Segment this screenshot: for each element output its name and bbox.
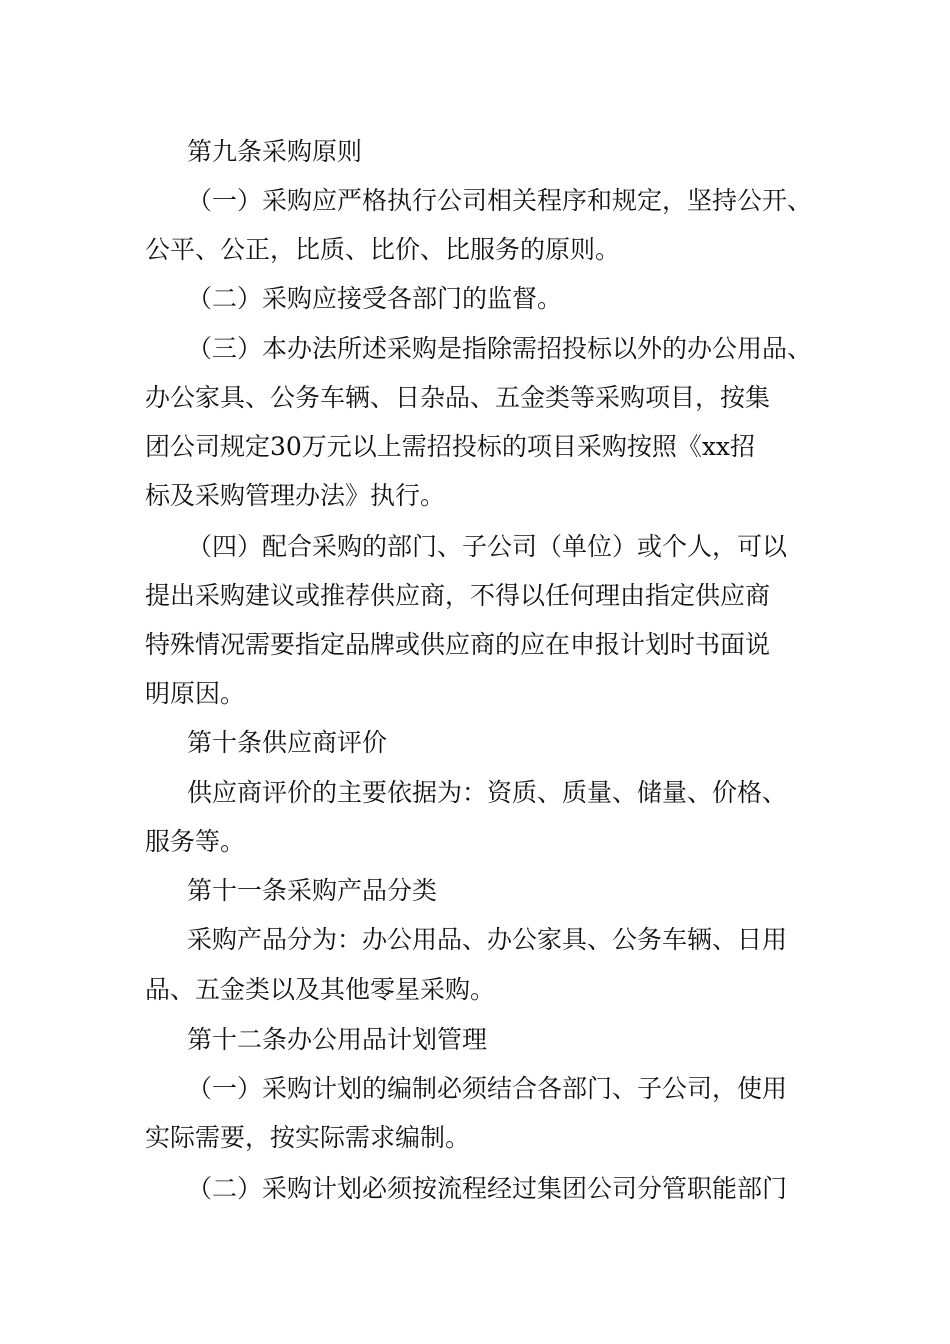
paragraph-line: 采购产品分为：办公用品、办公家具、公务车辆、日用: [187, 925, 788, 954]
paragraph-line: 品、五金类以及其他零星采购。: [145, 975, 496, 1004]
paragraph-line: 提出采购建议或推荐供应商，不得以任何理由指定供应商: [145, 581, 771, 610]
paragraph-line: 公平、公正，比质、比价、比服务的原则。: [145, 235, 621, 264]
article-10-heading: 第十条供应商评价: [187, 728, 388, 757]
paragraph-line: 明原因。: [145, 679, 246, 708]
paragraph-line: 特殊情况需要指定品牌或供应商的应在申报计划时书面说: [145, 630, 771, 659]
paragraph-line: 实际需要，按实际需求编制。: [145, 1123, 471, 1152]
paragraph-line: （一）采购应严格执行公司相关程序和规定，坚持公开、: [187, 186, 813, 215]
paragraph-line: （四）配合采购的部门、子公司（单位）或个人，可以: [187, 532, 788, 561]
paragraph-line: （一）采购计划的编制必须结合各部门、子公司，使用: [187, 1074, 788, 1103]
paragraph-line: 服务等。: [145, 827, 246, 856]
paragraph-line: （二）采购应接受各部门的监督。: [187, 284, 563, 313]
paragraph-line: 标及采购管理办法》执行。: [145, 481, 446, 510]
paragraph-line: 供应商评价的主要依据为：资质、质量、储量、价格、: [187, 778, 788, 807]
paragraph-line: 团公司规定30万元以上需招投标的项目采购按照《xx招: [145, 432, 756, 461]
article-9-heading: 第九条采购原则: [187, 137, 363, 166]
paragraph-line: 办公家具、公务车辆、日杂品、五金类等采购项目，按集: [145, 383, 771, 412]
article-12-heading: 第十二条办公用品计划管理: [187, 1025, 488, 1054]
paragraph-line: （二）采购计划必须按流程经过集团公司分管职能部门: [187, 1174, 788, 1203]
paragraph-line: （三）本办法所述采购是指除需招投标以外的办公用品、: [187, 334, 813, 363]
article-11-heading: 第十一条采购产品分类: [187, 876, 438, 905]
